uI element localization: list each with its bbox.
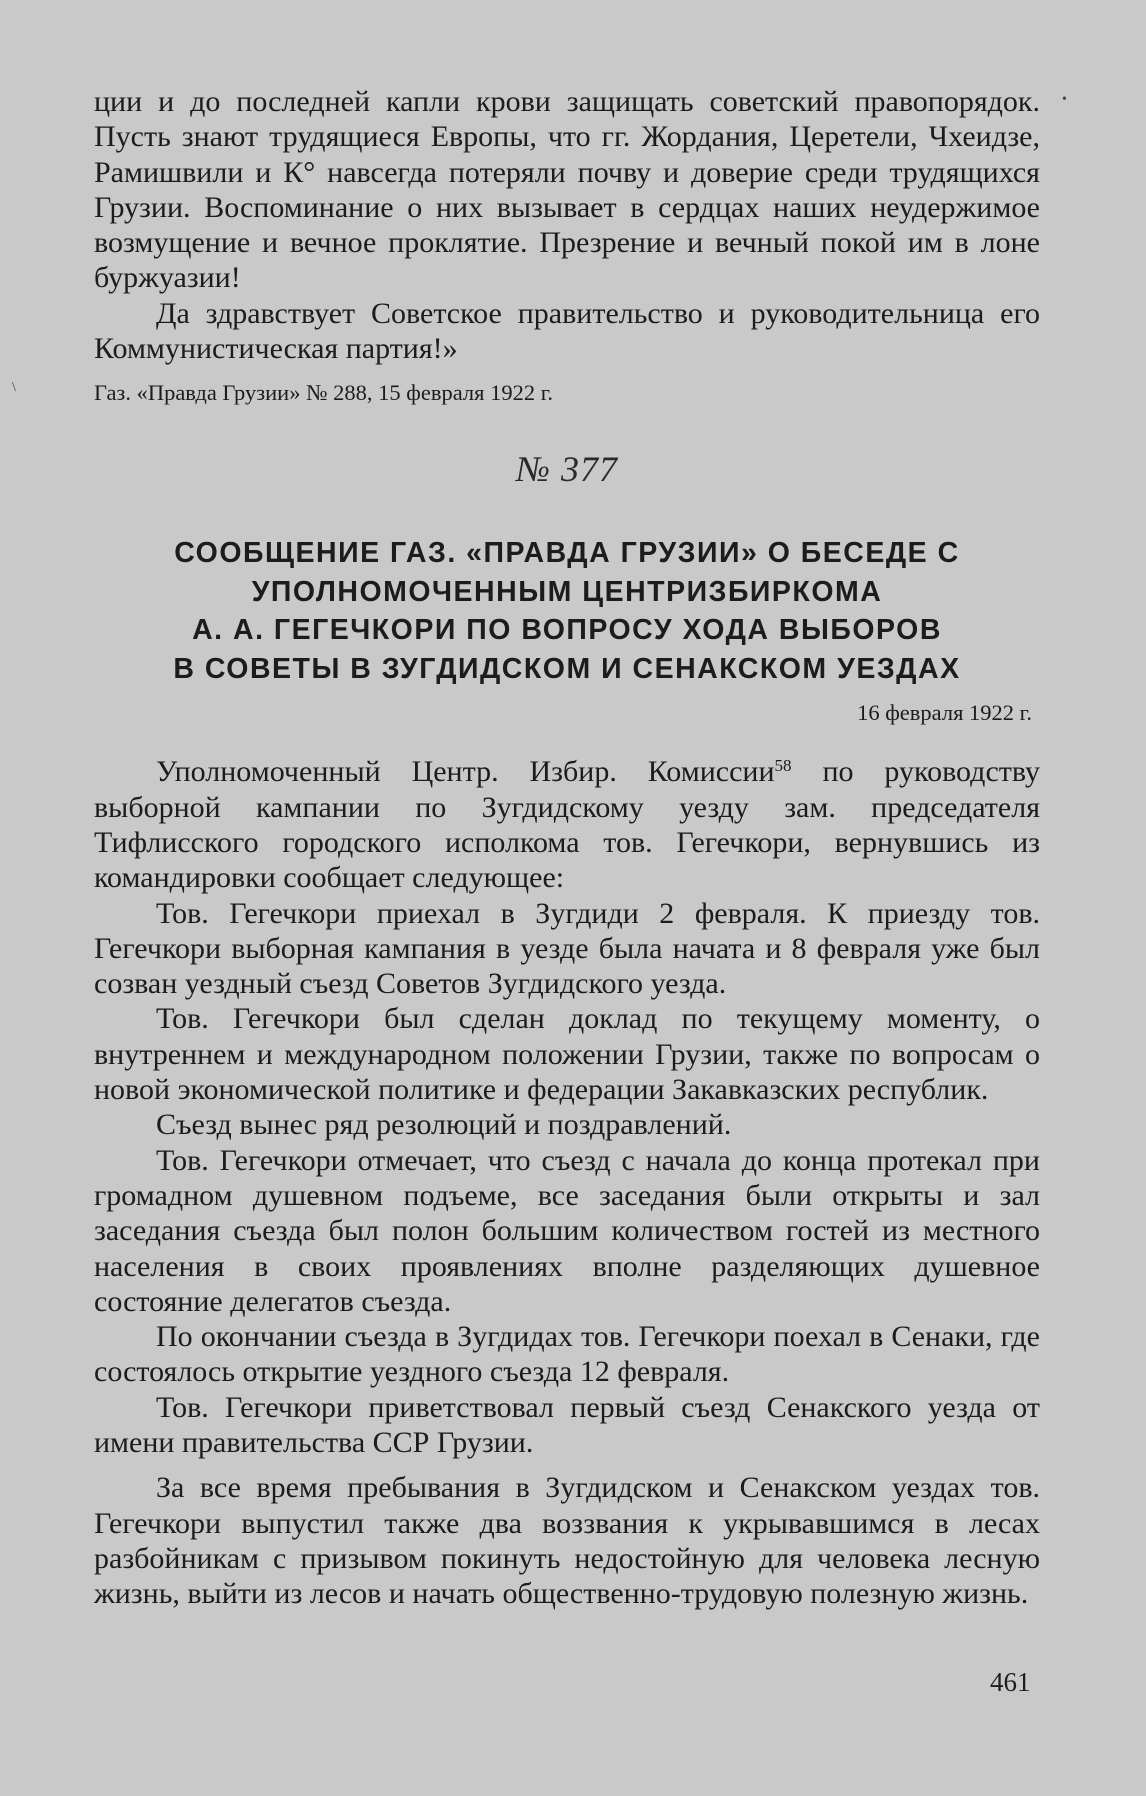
document-number: № 377 xyxy=(516,449,618,490)
body-paragraph: Тов. Гегечкори приехал в Зугдиди 2 февраля. К приезду тов. Гегечкори выборная кампания в уезде была начата и 8 февраля уже был созван уездный съезд Советов Зугдидского уезда. xyxy=(94,896,1040,1001)
title-line: В СОВЕТЫ В ЗУГДИДСКОМ И СЕНАКСКОМ УЕЗДАХ xyxy=(173,652,961,685)
title-line: А. А. ГЕГЕЧКОРИ ПО ВОПРОСУ ХОДА ВЫБОРОВ xyxy=(192,614,942,647)
scan-speck-mark: \ xyxy=(12,380,16,395)
title-line: СООБЩЕНИЕ ГАЗ. «ПРАВДА ГРУЗИИ» О БЕСЕДЕ С xyxy=(174,537,960,570)
body-paragraph: За все время пребывания в Зугдидском и Сенакском уездах тов. Гегечкори выпустил также два воззвания к укрывавшимся в лесах разбойникам с призывом покинуть недостойную для человека лесную жизнь, выйти из лесов и начать общественно-трудовую полезную жизнь. xyxy=(94,1471,1040,1611)
paragraph-text: Уполномоченный Центр. Избир. Комиссии xyxy=(156,755,775,789)
body-paragraph: Тов. Гегечкори отмечает, что съезд с начала до конца протекал при громадном душевном подъеме, все заседания были открыты и зал заседания съезда был полон большим количеством гостей из местного населения в своих проявлениях вполне разделяющих душевное состояние делегатов съезда. xyxy=(94,1143,1040,1318)
scan-speck-mark: • xyxy=(1062,92,1067,107)
closing-paragraph: Да здравствует Советское правительство и руководительница его Коммунистическая партия!» xyxy=(94,296,1040,366)
document-body xyxy=(94,754,1040,1611)
body-paragraph: Тов. Гегечкори приветствовал первый съезд Сенакского уезда от имени правительства ССР Грузии. xyxy=(94,1390,1040,1460)
body-paragraph: Тов. Гегечкори был сделан доклад по текущему моменту, о внутреннем и международном положении Грузии, также по вопросам о новой экономической политике и федерации Закавказских республик. xyxy=(94,1002,1040,1107)
body-paragraph: По окончании съезда в Зугдидах тов. Гегечкори поехал в Сенаки, где состоялось открытие уездного съезда 12 февраля. xyxy=(94,1320,1040,1389)
body-paragraph: Съезд вынес ряд резолюций и поздравлений. xyxy=(156,1108,732,1142)
continued-paragraph: ции и до последней капли крови защищать советский правопорядок. Пусть знают трудящиеся Европы, что гг. Жордания, Церетели, Чхеидзе, Рамишвили и К° навсегда потеряли почву и доверие среди трудящихся Грузии. Воспоминание о них вызывает в сердцах наших неудержимое возмущение и вечное проклятие. Презрение и вечный покой им в лоне буржуазии! xyxy=(94,85,1040,295)
title-line: УПОЛНОМОЧЕННЫМ ЦЕНТРИЗБИРКОМА xyxy=(251,575,883,608)
paragraph-text: по руководству выборной кампании по Зугдидскому уезду зам. председателя Тифлисского городского исполкома тов. Гегечкори, вернувшись из командировки сообщает следующее: xyxy=(94,755,1041,895)
footnote-reference: 58 xyxy=(774,756,792,776)
source-citation: Газ. «Правда Грузии» № 288, 15 февраля 1922 г. xyxy=(94,380,554,406)
page-number: 461 xyxy=(990,1667,1031,1697)
document-date: 16 февраля 1922 г. xyxy=(857,700,1032,726)
document-title xyxy=(94,534,1040,688)
document-page xyxy=(94,84,1040,1612)
body-paragraph xyxy=(94,754,1040,895)
